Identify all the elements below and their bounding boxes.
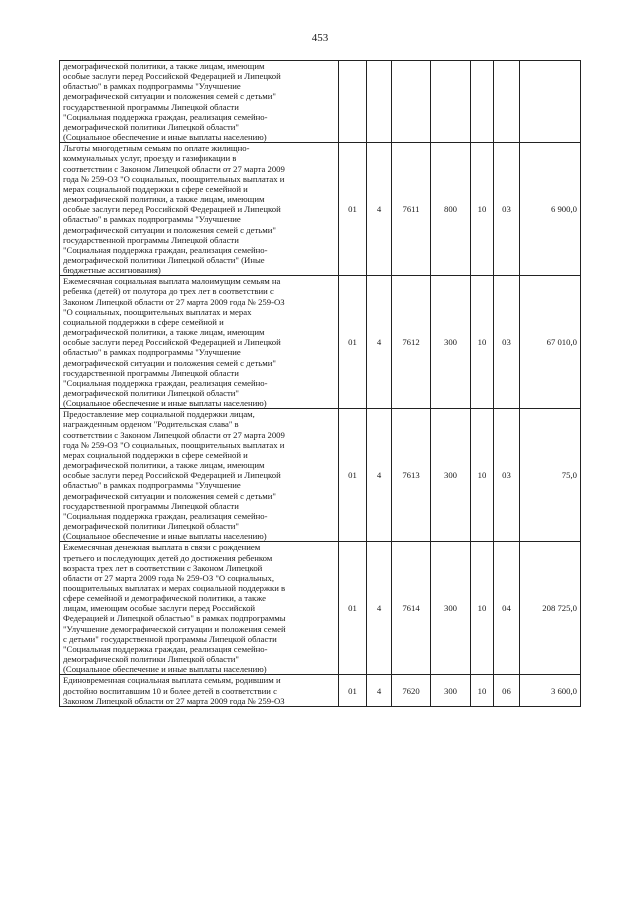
description-line: особые заслуги перед Российской Федерацией и Липецкой bbox=[63, 337, 281, 348]
row-description bbox=[60, 61, 339, 143]
description-line: Федерацией и Липецкой областью" в рамках подпрограммы bbox=[63, 613, 286, 624]
description-line: мерах социальной поддержки в сфере семейной и bbox=[63, 449, 248, 460]
description-line: Предоставление мер социальной поддержки лицам, bbox=[63, 409, 255, 420]
description-line: демографической политики Липецкой области" bbox=[63, 521, 239, 532]
description-line: Ежемесячная социальная выплата малоимущим семьям на bbox=[63, 276, 281, 287]
expense-type-code: 800 bbox=[431, 143, 471, 276]
program-code: 4 bbox=[367, 409, 392, 542]
program-code: 4 bbox=[367, 675, 392, 706]
description-line: бюджетные ассигнования) bbox=[63, 265, 161, 276]
description-line: областью" в рамках подпрограммы "Улучшение bbox=[63, 480, 241, 491]
subprogram-code: 7613 bbox=[392, 409, 431, 542]
page-number: 453 bbox=[311, 32, 329, 44]
amount: 6 900,0 bbox=[520, 143, 581, 276]
description-line: областью" в рамках подпрограммы "Улучшение bbox=[63, 347, 241, 358]
section-code: 01 bbox=[339, 542, 367, 675]
description-line: демографической ситуации и положения семей с детьми" bbox=[63, 357, 276, 368]
chapter-code: 10 bbox=[471, 542, 494, 675]
row-description bbox=[60, 675, 339, 706]
description-line: ребенка (детей) от полутора до трех лет в соответствии с bbox=[63, 286, 274, 297]
subsection-code: 03 bbox=[494, 276, 520, 409]
description-line: "Социальная поддержка граждан, реализация семейно- bbox=[63, 244, 268, 255]
description-line: демографической политики Липецкой области" bbox=[63, 388, 239, 398]
description-line: поощрительных выплатах и мерах социальной поддержки в bbox=[63, 582, 286, 593]
description-line: Льготы многодетным семьям по оплате жилищно- bbox=[63, 143, 250, 154]
amount: 208 725,0 bbox=[520, 542, 581, 675]
description-line: особые заслуги перед Российской Федерацией и Липецкой bbox=[63, 71, 281, 82]
description-line: "Социальная поддержка граждан, реализация семейно- bbox=[63, 111, 268, 122]
table-body bbox=[60, 61, 581, 707]
row-description bbox=[60, 409, 339, 542]
description-line: демографической ситуации и положения семей с детьми" bbox=[63, 91, 276, 102]
expense-type-code: 300 bbox=[431, 542, 471, 675]
row-description bbox=[60, 143, 339, 276]
description-line: демографической политики Липецкой области" (Иные bbox=[63, 254, 265, 265]
program-code bbox=[367, 61, 392, 143]
amount bbox=[520, 61, 581, 143]
description-line: (Социальное обеспечение и иные выплаты населению) bbox=[63, 664, 267, 675]
description-line: лицам, имеющим особые заслуги перед Российской bbox=[63, 603, 256, 614]
subsection-code: 03 bbox=[494, 143, 520, 276]
expense-type-code: 300 bbox=[431, 276, 471, 409]
chapter-code: 10 bbox=[471, 143, 494, 276]
subprogram-code bbox=[392, 61, 431, 143]
section-code: 01 bbox=[339, 675, 367, 706]
program-code: 4 bbox=[367, 143, 392, 276]
description-line: демографической политики, а также лицам, имеющим bbox=[63, 61, 265, 71]
chapter-code: 10 bbox=[471, 675, 494, 706]
description-line: "О социальных, поощрительных выплатах и мерах bbox=[63, 306, 252, 317]
section-code: 01 bbox=[339, 409, 367, 542]
description-line: государственной программы Липецкой области bbox=[63, 234, 239, 245]
description-line: возраста трех лет в соответствии с Законом Липецкой bbox=[63, 562, 263, 573]
description-line: "Социальная поддержка граждан, реализация семейно- bbox=[63, 510, 268, 521]
description-line: (Социальное обеспечение и иные выплаты населению) bbox=[63, 132, 267, 143]
description-line: демографической политики Липецкой области" bbox=[63, 654, 239, 665]
table-row bbox=[60, 409, 581, 542]
chapter-code: 10 bbox=[471, 276, 494, 409]
description-line: Ежемесячная денежная выплата в связи с рождением bbox=[63, 542, 261, 553]
subsection-code bbox=[494, 61, 520, 143]
section-code: 01 bbox=[339, 143, 367, 276]
subprogram-code: 7614 bbox=[392, 542, 431, 675]
section-code bbox=[339, 61, 367, 143]
subprogram-code: 7612 bbox=[392, 276, 431, 409]
amount: 3 600,0 bbox=[520, 675, 581, 706]
subsection-code: 06 bbox=[494, 675, 520, 706]
description-line: сфере семейной и демографической политики, а также bbox=[63, 593, 266, 604]
description-line: награжденным орденом "Родительская слава" в bbox=[63, 419, 239, 430]
description-line: демографической политики, а также лицам, имеющим bbox=[63, 460, 265, 471]
description-line: демографической политики, а также лицам, имеющим bbox=[63, 327, 265, 338]
description-line: демографической политики, а также лицам, имеющим bbox=[63, 194, 265, 205]
table-row bbox=[60, 143, 581, 276]
table-row bbox=[60, 542, 581, 675]
amount: 67 010,0 bbox=[520, 276, 581, 409]
amount: 75,0 bbox=[520, 409, 581, 542]
program-code: 4 bbox=[367, 276, 392, 409]
description-line: Единовременная социальная выплата семьям, родившим и bbox=[63, 675, 281, 686]
section-code: 01 bbox=[339, 276, 367, 409]
description-line: Законом Липецкой области от 27 марта 2009 года № 259-ОЗ bbox=[63, 695, 285, 706]
description-line: государственной программы Липецкой области bbox=[63, 367, 239, 378]
chapter-code: 10 bbox=[471, 409, 494, 542]
expense-type-code: 300 bbox=[431, 675, 471, 706]
description-line: областью" в рамках подпрограммы "Улучшение bbox=[63, 81, 241, 92]
description-line: социальной поддержки в сфере семейной и bbox=[63, 316, 224, 327]
description-line: демографической ситуации и положения семей с детьми" bbox=[63, 224, 276, 235]
description-line: областью" в рамках подпрограммы "Улучшение bbox=[63, 214, 241, 225]
description-line: "Социальная поддержка граждан, реализация семейно- bbox=[63, 643, 268, 654]
table-row bbox=[60, 276, 581, 409]
chapter-code bbox=[471, 61, 494, 143]
expense-type-code bbox=[431, 61, 471, 143]
subsection-code: 04 bbox=[494, 542, 520, 675]
description-line: коммунальных услуг, проезду и газификации в bbox=[63, 153, 237, 164]
description-line: третьего и последующих детей до достижения ребенком bbox=[63, 552, 273, 563]
description-line: "Улучшение демографической ситуации и положения семей bbox=[63, 623, 286, 634]
description-line: соответствии с Законом Липецкой области от 27 марта 2009 bbox=[63, 429, 285, 440]
row-description bbox=[60, 276, 339, 409]
description-line: (Социальное обеспечение и иные выплаты населению) bbox=[63, 531, 267, 542]
description-line: демографической политики Липецкой области" bbox=[63, 121, 239, 132]
table-row bbox=[60, 61, 581, 143]
description-line: государственной программы Липецкой области bbox=[63, 101, 239, 112]
description-line: области от 27 марта 2009 года № 259-ОЗ "О социальных, bbox=[63, 572, 275, 583]
description-line: особые заслуги перед Российской Федерацией и Липецкой bbox=[63, 204, 281, 215]
description-line: Законом Липецкой области от 27 марта 2009 года № 259-ОЗ bbox=[63, 296, 285, 307]
description-line: "Социальная поддержка граждан, реализация семейно- bbox=[63, 377, 268, 388]
description-line: соответствии с Законом Липецкой области от 27 марта 2009 bbox=[63, 163, 285, 174]
program-code: 4 bbox=[367, 542, 392, 675]
description-line: особые заслуги перед Российской Федерацией и Липецкой bbox=[63, 470, 281, 481]
description-line: (Социальное обеспечение и иные выплаты населению) bbox=[63, 398, 267, 409]
budget-table bbox=[59, 60, 581, 707]
description-line: государственной программы Липецкой области bbox=[63, 500, 239, 511]
description-line: года № 259-ОЗ "О социальных, поощрительных выплатах и bbox=[63, 439, 285, 450]
description-line: достойно воспитавшим 10 и более детей в соответствии с bbox=[63, 685, 277, 696]
table-row bbox=[60, 675, 581, 706]
expense-type-code: 300 bbox=[431, 409, 471, 542]
row-description bbox=[60, 542, 339, 675]
description-line: мерах социальной поддержки в сфере семейной и bbox=[63, 183, 248, 194]
description-line: года № 259-ОЗ "О социальных, поощрительных выплатах и bbox=[63, 173, 285, 184]
subprogram-code: 7611 bbox=[392, 143, 431, 276]
description-line: демографической ситуации и положения семей с детьми" bbox=[63, 490, 276, 501]
subprogram-code: 7620 bbox=[392, 675, 431, 706]
description-line: с детьми" государственной программы Липецкой области bbox=[63, 633, 277, 644]
subsection-code: 03 bbox=[494, 409, 520, 542]
